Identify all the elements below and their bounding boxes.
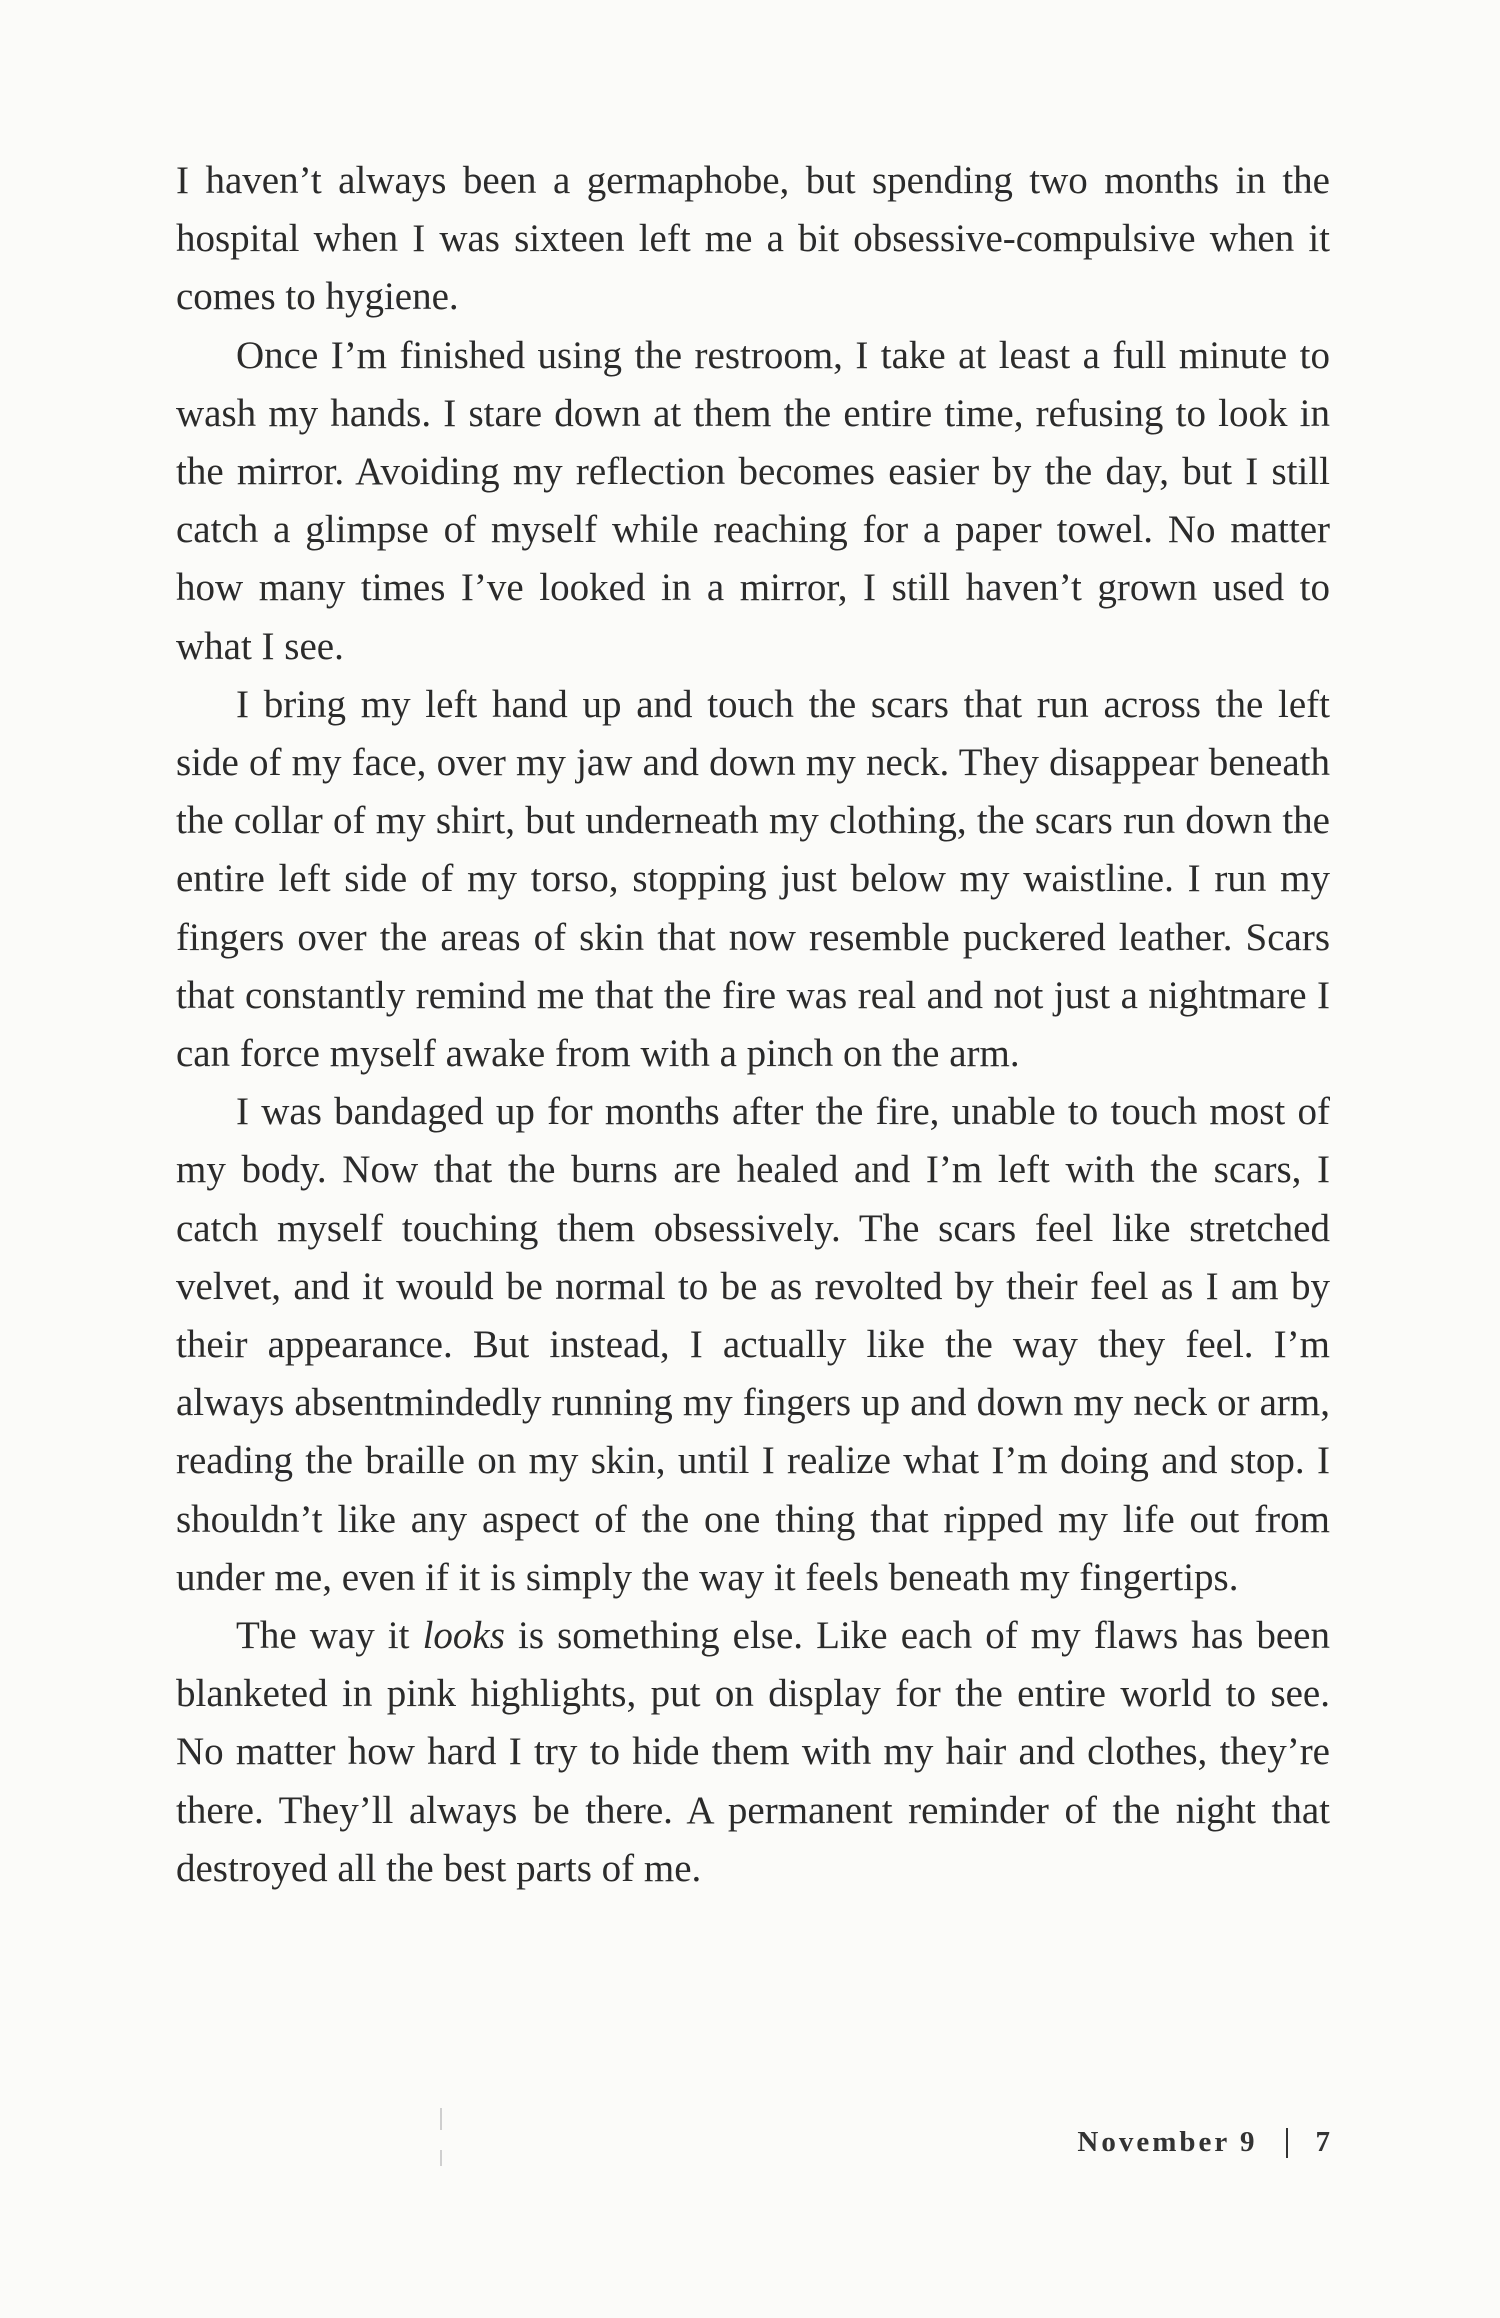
emphasis-looks: looks bbox=[422, 1614, 505, 1658]
paragraph-5-start: The way it bbox=[236, 1614, 423, 1658]
scan-mark bbox=[440, 2108, 442, 2130]
paragraph-4: I was bandaged up for months after the fire, unable to touch most of my body. Now that the burns are healed and I’m left with the scars, I catch myself touching them obsessively. The scars feel like stretched velvet, and it would be normal to be as revolted by their feel as I am by their appearance. But instead, I actually like the way they feel. I’m always absentmindedly running my fingers up and down my neck or arm, reading the braille on my skin, until I realize what I’m doing and stop. I shouldn’t like any aspect of the one thing that ripped my life out from under me, even if it is simply the way it feels beneath my fingertips. bbox=[176, 1090, 1330, 1599]
paragraph-1: I haven’t always been a germaphobe, but spending two months in the hospital when I was sixteen left me a bit obsessive-compulsive when it comes to hygiene. bbox=[176, 159, 1330, 319]
paragraph-2: Once I’m finished using the restroom, I take at least a full minute to wash my hands. I stare down at them the entire time, refusing to look in the mirror. Avoiding my reflection becomes easier by the day, but I still catch a glimpse of myself while reaching for a paper towel. No matter how many times I’ve looked in a mirror, I still haven’t grown used to what I see. bbox=[176, 333, 1330, 668]
paragraph-5 bbox=[176, 1607, 1330, 1898]
page-footer bbox=[1077, 2126, 1330, 2159]
scan-mark bbox=[440, 2150, 442, 2166]
footer-separator bbox=[1286, 2128, 1288, 2158]
body-text bbox=[176, 152, 1330, 1898]
paragraph-3: I bring my left hand up and touch the scars that run across the left side of my face, over my jaw and down my neck. They disappear beneath the collar of my shirt, but underneath my clothing, the scars run down the entire left side of my torso, stopping just below my waistline. I run my fingers over the areas of skin that now resemble puckered leather. Scars that constantly remind me that the fire was real and not just a nightmare I can force myself awake from with a pinch on the arm. bbox=[176, 682, 1330, 1076]
paragraph-5-end: is something else. Like each of my flaws has been blanketed in pink highlights, put on display for the entire world to see. No matter how hard I try to hide them with my hair and clothes, they’re there. They’ll always be there. A permanent reminder of the night that destroyed all the best parts of me. bbox=[176, 1614, 1330, 1890]
page-number: 7 bbox=[1315, 2126, 1330, 2158]
running-head: November 9 bbox=[1077, 2126, 1258, 2158]
